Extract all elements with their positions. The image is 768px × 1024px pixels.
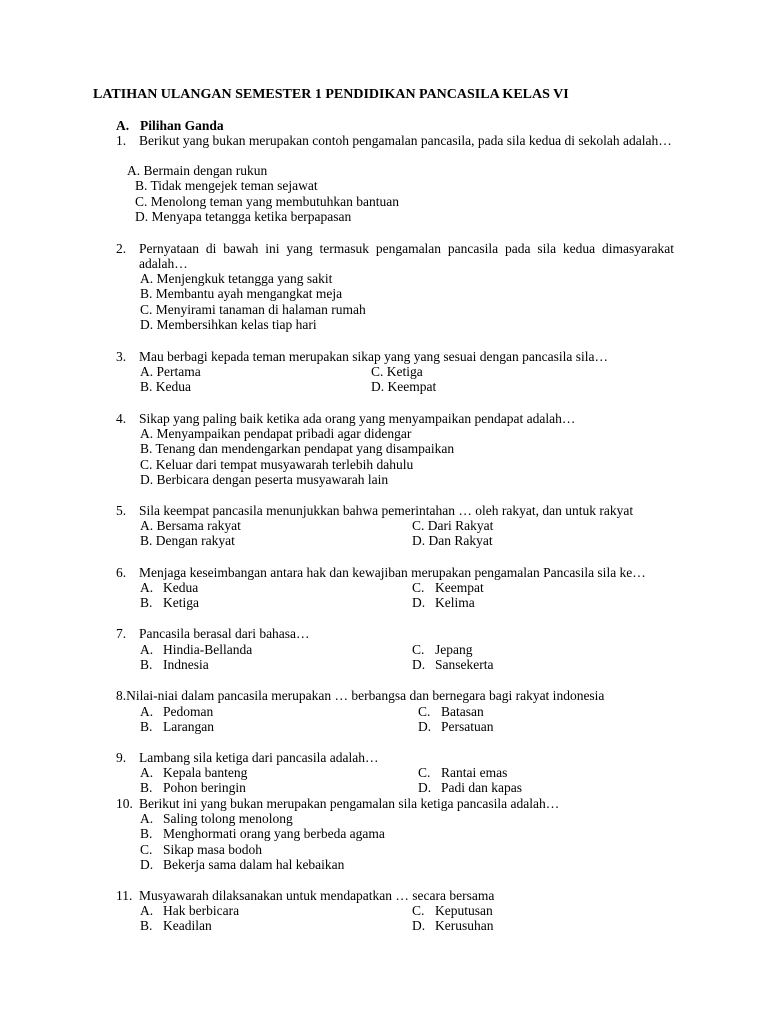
option-c[interactable] [371,364,423,379]
option-text: Kepala banteng [163,765,248,780]
question-number: 3. [116,349,127,364]
option-letter: B. [140,286,153,302]
option-text: Berbicara dengan peserta musyawarah lain [156,472,389,488]
question-number: 6. [116,565,127,580]
option-letter: C. [140,301,153,317]
option-letter: D. [418,780,432,796]
option-letter: C. [412,518,425,533]
option-d[interactable] [418,780,522,795]
option-text: Dan Rakyat [428,533,493,549]
option-letter: C. [412,580,425,595]
option-letter: A. [140,518,154,533]
question-number: 11. [116,888,133,903]
option-b[interactable] [140,533,235,548]
option-letter: C. [135,193,148,209]
option-a[interactable] [140,426,411,441]
option-c[interactable] [140,302,366,317]
question-number: 4. [116,411,127,426]
option-b[interactable] [140,441,454,456]
option-text: Membersihkan kelas tiap hari [156,317,317,333]
option-d[interactable] [412,595,475,610]
option-letter: D. [412,657,426,673]
option-letter: C. [140,456,153,472]
question-text: Lambang sila ketiga dari pancasila adalah… [139,750,379,765]
option-letter: A. [140,704,154,719]
option-d[interactable] [412,918,493,933]
option-b[interactable] [140,918,212,933]
option-c[interactable] [418,704,484,719]
option-d[interactable] [412,657,493,672]
option-text: Hak berbicara [163,903,240,918]
question-text: Sila keempat pancasila menunjukkan bahwa pemerintahan … oleh rakyat, dan untuk rakyat [139,503,634,518]
option-text: Bekerja sama dalam hal kebaikan [163,857,345,873]
option-text: Hindia-Bellanda [163,642,253,657]
option-letter: D. [140,857,154,873]
option-letter: B. [140,595,153,611]
option-b[interactable] [140,657,209,672]
option-a[interactable] [140,811,293,826]
option-text: Jepang [435,642,473,657]
option-a[interactable] [140,271,332,286]
question-text: Mau berbagi kepada teman merupakan sikap yang yang sesuai dengan pancasila sila… [139,349,608,364]
option-text: Dari Rakyat [427,518,494,533]
question-text: Musyawarah dilaksanakan untuk mendapatkan … secara bersama [139,888,495,903]
option-text: Sansekerta [435,657,494,673]
option-d[interactable] [140,857,344,872]
option-letter: A. [127,163,141,178]
section-name: Pilihan Ganda [140,118,224,133]
question-text: Menjaga keseimbangan antara hak dan kewajiban merupakan pengamalan Pancasila sila ke… [139,565,646,580]
option-b[interactable] [140,595,199,610]
option-letter: B. [140,918,153,934]
option-letter: D. [140,472,154,488]
option-c[interactable] [135,194,399,209]
option-a[interactable] [140,903,239,918]
option-a[interactable] [140,364,201,379]
option-a[interactable] [140,642,252,657]
option-letter: A. [140,765,154,780]
option-d[interactable] [418,719,493,734]
option-letter: C. [418,704,431,719]
option-d[interactable] [371,379,436,394]
page-title: LATIHAN ULANGAN SEMESTER 1 PENDIDIKAN PANCASILA KELAS VI [93,87,569,102]
option-b[interactable] [140,826,385,841]
option-letter: B. [140,780,153,796]
option-letter: B. [140,719,153,735]
option-text: Keempat [387,379,437,395]
question-text: 8.Nilai-niai dalam pancasila merupakan … berbangsa dan bernegara bagi rakyat indonesia [116,688,605,703]
option-letter: D. [371,379,385,395]
option-text: Menjengkuk tetangga yang sakit [156,271,333,286]
option-text: Tidak mengejek teman sejawat [150,178,318,194]
question-number: 5. [116,503,127,518]
option-d[interactable] [412,533,493,548]
option-a[interactable] [140,580,198,595]
section-label: A. [116,118,130,133]
option-d[interactable] [140,472,388,487]
option-c[interactable] [140,457,413,472]
option-letter: B. [140,379,153,395]
option-letter: D. [418,719,432,735]
option-text: Sikap masa bodoh [163,841,262,857]
option-c[interactable] [412,518,493,533]
option-text: Kedua [155,379,191,395]
option-letter: B. [140,533,153,549]
question-text: Pancasila berasal dari bahasa… [139,626,310,641]
option-text: Menolong teman yang membutuhkan bantuan [150,193,399,209]
option-a[interactable] [140,704,213,719]
option-c[interactable] [412,580,484,595]
option-text: Batasan [441,704,484,719]
option-text: Membantu ayah mengangkat meja [155,286,343,302]
question-number: 10. [116,796,133,811]
question-number: 7. [116,626,127,641]
option-text: Bermain dengan rukun [143,163,268,178]
option-letter: C. [412,903,425,918]
option-text: Indnesia [163,657,209,673]
option-a[interactable] [127,163,267,178]
option-text: Bersama rakyat [156,518,241,533]
option-a[interactable] [140,765,247,780]
option-letter: D. [412,533,426,549]
option-text: Keempat [435,580,484,595]
option-b[interactable] [140,379,191,394]
option-c[interactable] [418,765,507,780]
option-text: Keadilan [163,918,212,934]
option-text: Kelima [435,595,475,611]
section-heading [116,118,224,134]
option-text: Rantai emas [441,765,508,780]
option-text: Keluar dari tempat musyawarah terlebih dahulu [155,456,414,472]
option-text: Larangan [163,719,214,735]
option-letter: D. [412,918,426,934]
option-b[interactable] [140,719,214,734]
option-text: Ketiga [163,595,199,611]
option-letter: B. [140,826,153,842]
option-text: Menghormati orang yang berbeda agama [163,826,385,842]
option-letter: A. [140,903,154,918]
option-letter: C. [412,642,425,657]
option-text: Menyapa tetangga ketika berpapasan [151,209,352,225]
option-b[interactable] [135,178,318,193]
option-letter: D. [140,317,154,333]
option-letter: A. [140,811,154,826]
question-number: 9. [116,750,127,765]
option-letter: D. [412,595,426,611]
option-text: Keputusan [435,903,493,918]
option-b[interactable] [140,286,342,301]
question-text: Berikut yang bukan merupakan contoh pengamalan pancasila, pada sila kedua di sekolah adalah… [139,133,672,148]
option-letter: C. [371,364,384,379]
option-text: Tenang dan mendengarkan pendapat yang disampaikan [155,441,455,457]
option-letter: B. [140,657,153,673]
question-number: 2. [116,241,127,256]
option-d[interactable] [135,209,351,224]
option-text: Ketiga [386,364,423,379]
option-text: Pedoman [163,704,214,719]
option-text: Persatuan [441,719,494,735]
option-letter: C. [140,841,153,857]
option-text: Padi dan kapas [441,780,522,796]
option-letter: A. [140,642,154,657]
option-b[interactable] [140,780,246,795]
option-text: Saling tolong menolong [163,811,293,826]
option-text: Pohon beringin [163,780,246,796]
question-text: Pernyataan di bawah ini yang termasuk pengamalan pancasila pada sila kedua dimasyarakat adalah… [139,241,674,272]
question-text: Berikut ini yang bukan merupakan pengamalan sila ketiga pancasila adalah… [139,796,560,811]
option-text: Pertama [156,364,201,379]
option-letter: B. [140,441,153,457]
option-a[interactable] [140,518,241,533]
option-text: Menyirami tanaman di halaman rumah [155,301,366,317]
option-text: Kerusuhan [435,918,494,934]
option-c[interactable] [412,903,493,918]
option-text: Menyampaikan pendapat pribadi agar didengar [156,426,412,441]
option-letter: C. [418,765,431,780]
option-d[interactable] [140,317,317,332]
option-letter: A. [140,271,154,286]
option-letter: A. [140,580,154,595]
option-text: Dengan rakyat [155,533,235,549]
option-c[interactable] [140,842,262,857]
option-letter: A. [140,364,154,379]
option-c[interactable] [412,642,473,657]
option-letter: A. [140,426,154,441]
question-text: Sikap yang paling baik ketika ada orang yang menyampaikan pendapat adalah… [139,411,576,426]
option-letter: D. [135,209,149,225]
question-number: 1. [116,133,127,148]
option-text: Kedua [163,580,199,595]
option-letter: B. [135,178,148,194]
